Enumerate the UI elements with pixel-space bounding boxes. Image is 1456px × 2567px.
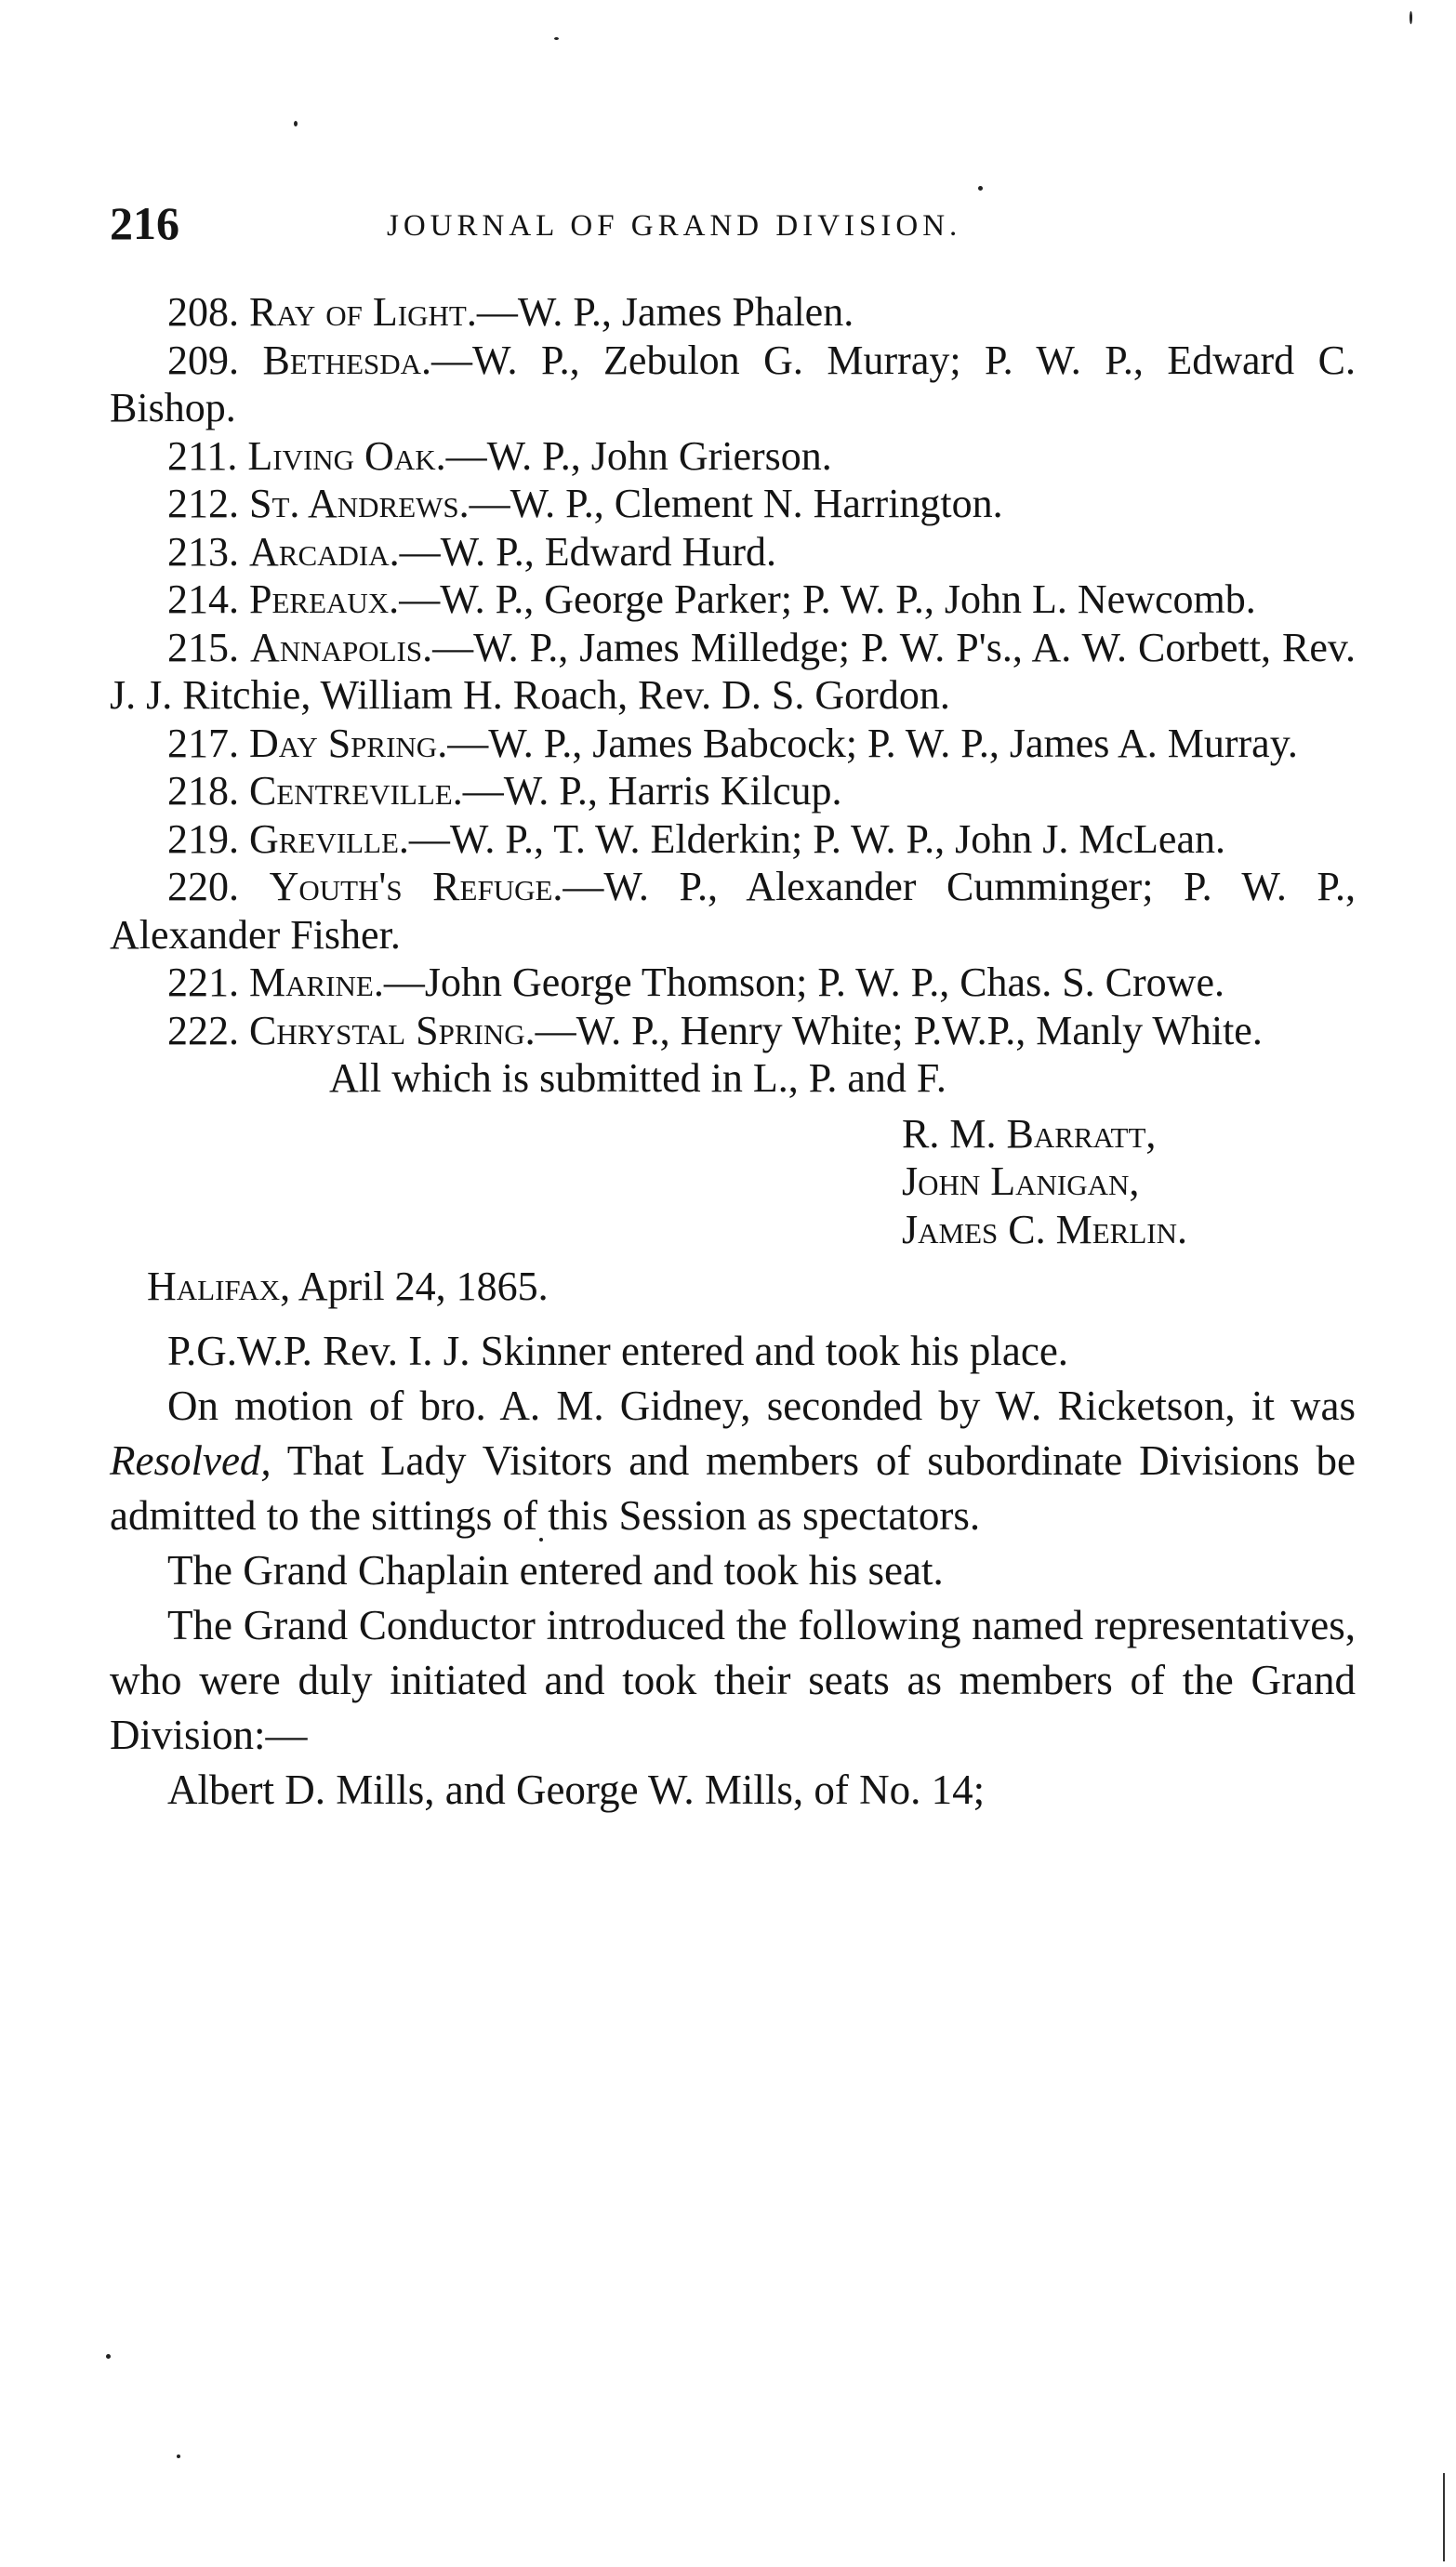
division-entry: 212. St. Andrews.—W. P., Clement N. Harrington. [167, 481, 1003, 526]
division-entry: 213. Arcadia.—W. P., Edward Hurd. [167, 528, 776, 575]
division-list [110, 288, 1356, 1054]
italic-resolved: Resolved, [110, 1436, 271, 1484]
signatory: John Lanigan, [902, 1158, 1140, 1204]
division-entry: 208. Ray of Light.—W. P., James Phalen. [167, 289, 854, 335]
scan-speck [294, 121, 298, 126]
division-entry: 220. Youth's Refuge.—W. P., Alexander Cumminger; P. W. P., Alexander Fisher. [110, 864, 1356, 958]
paragraph: Albert D. Mills, and George W. Mills, of No. 14; [167, 1766, 986, 1813]
running-head: JOURNAL OF GRAND DIVISION. [387, 209, 962, 243]
scan-speck [1410, 11, 1412, 24]
scan-edge-line [1443, 2473, 1445, 2561]
closing-statement: All which is submitted in L., P. and F. [329, 1055, 946, 1101]
paragraph: The Grand Conductor introduced the following named representatives, who were duly initiated and took their seats as members of the Grand Division:— [110, 1601, 1356, 1758]
division-entry: 219. Greville.—W. P., T. W. Elderkin; P. W. P., John J. McLean. [167, 815, 1225, 862]
division-entry: 211. Living Oak.—W. P., John Grierson. [167, 432, 832, 479]
division-entry: 209. Bethesda.—W. P., Zebulon G. Murray; P. W. P., Edward C. Bishop. [110, 337, 1356, 430]
division-entry: 215. Annapolis.—W. P., James Milledge; P. W. P's., A. W. Corbett, Rev. J. J. Ritchie, William H. Roach, Rev. D. S. Gordon. [110, 624, 1357, 718]
signature-block [110, 1110, 1356, 1254]
scan-speck [106, 2354, 111, 2359]
signatory: James C. Merlin. [902, 1206, 1187, 1252]
page-header [110, 191, 1356, 256]
scan-speck [554, 37, 559, 40]
page-number: 216 [110, 197, 179, 249]
scan-speck [177, 2455, 180, 2458]
paragraph: The Grand Chaplain entered and took his seat. [167, 1546, 944, 1594]
paragraph: On motion of bro. A. M. Gidney, seconded by W. Ricketson, it was Resolved, That Lady Visitors and members of subordinate Divisions be admitted to the sittings of this Session as spectators. [110, 1382, 1356, 1539]
division-entry: 222. Chrystal Spring.—W. P., Henry White; P.W.P., Manly White. [167, 1007, 1263, 1053]
paragraph: P.G.W.P. Rev. I. J. Skinner entered and took his place. [167, 1327, 1069, 1374]
division-entry: 214. Pereaux.—W. P., George Parker; P. W. P., John L. Newcomb. [167, 576, 1256, 622]
signatory: R. M. Barratt, [902, 1110, 1157, 1157]
dateline-date: April 24, 1865. [290, 1264, 549, 1309]
division-entry: 221. Marine.—John George Thomson; P. W. P., Chas. S. Crowe. [167, 959, 1224, 1005]
dateline-place: Halifax, [147, 1264, 291, 1309]
division-entry: 218. Centreville.—W. P., Harris Kilcup. [167, 768, 842, 814]
division-entry: 217. Day Spring.—W. P., James Babcock; P. W. P., James A. Murray. [167, 720, 1298, 766]
page-body [110, 288, 1356, 1818]
dateline [110, 1263, 1356, 1311]
